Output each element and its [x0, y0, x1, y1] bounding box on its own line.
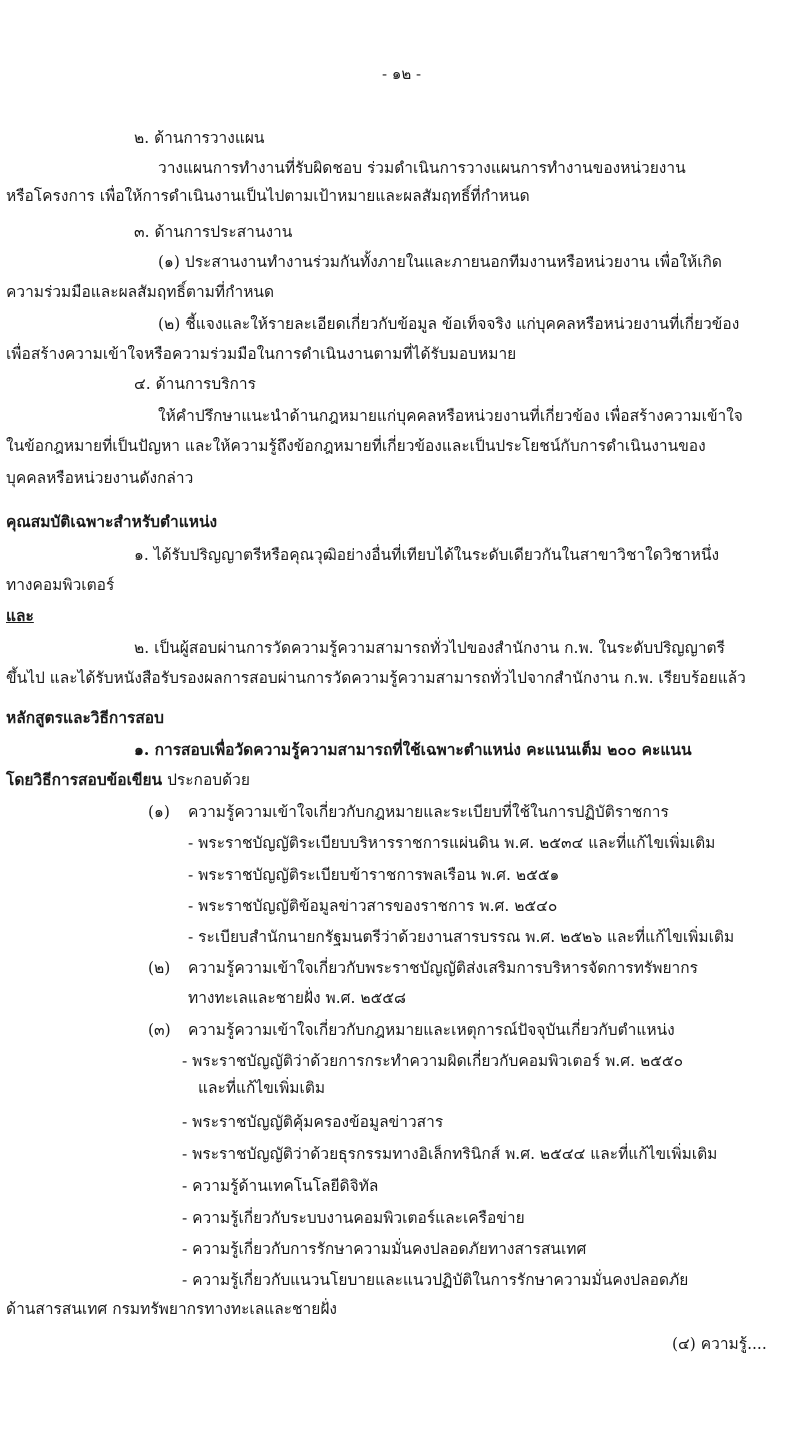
- sub2-text-line1: ความรู้ความเข้าใจเกี่ยวกับพระราชบัญญัติส่งเสริมการบริหารจัดการทรัพยากร: [188, 959, 698, 977]
- qualification-item1-line2: ทางคอมพิวเตอร์: [6, 576, 115, 594]
- service-text-line1: ให้คำปรึกษาแนะนำด้านกฎหมายแก่บุคคลหรือหน่วยงานที่เกี่ยวข้อง เพื่อสร้างความเข้าใจ: [158, 407, 743, 425]
- sub1-text: ความรู้ความเข้าใจเกี่ยวกับกฎหมายและระเบียบที่ใช้ในการปฏิบัติราชการ: [188, 803, 669, 821]
- coordination-item1-line1: (๑) ประสานงานทำงานร่วมกันทั้งภายในและภายนอกทีมงานหรือหน่วยงาน เพื่อให้เกิด: [158, 253, 722, 271]
- sub3-list-item-cont: และที่แก้ไขเพิ่มเติม: [198, 1079, 326, 1097]
- continuation-note: (๔) ความรู้....: [672, 1335, 767, 1353]
- service-heading: ๔. ด้านการบริการ: [134, 375, 256, 393]
- sub3-list-item: - พระราชบัญญัติคุ้มครองข้อมูลข่าวสาร: [182, 1113, 444, 1131]
- sub3-list-item: - ความรู้เกี่ยวกับระบบงานคอมพิวเตอร์และเครือข่าย: [182, 1209, 525, 1227]
- sub2-number: (๒): [148, 959, 171, 977]
- sub3-list-item: - พระราชบัญญัติว่าด้วยการกระทำความผิดเกี่ยวกับคอมพิวเตอร์ พ.ศ. ๒๕๕๐: [182, 1052, 684, 1070]
- exam-heading: หลักสูตรและวิธีการสอบ: [6, 708, 164, 727]
- service-text-line3: บุคคลหรือหน่วยงานดังกล่าว: [6, 469, 194, 487]
- planning-text-line1: วางแผนการทำงานที่รับผิดชอบ ร่วมดำเนินการวางแผนการทำงานของหน่วยงาน: [158, 159, 686, 177]
- exam-method-rest: ประกอบด้วย: [162, 771, 250, 789]
- and-label: และ: [6, 606, 34, 625]
- exam-part1-line2: [6, 768, 250, 792]
- sub2-text-line2: ทางทะเลและชายฝั่ง พ.ศ. ๒๕๕๘: [188, 989, 406, 1007]
- qualification-item1-line1: ๑. ได้รับปริญญาตรีหรือคุณวุฒิอย่างอื่นที่เทียบได้ในระดับเดียวกันในสาขาวิชาใดวิชาหนึ่ง: [134, 546, 720, 564]
- qualification-item2-line1: ๒. เป็นผู้สอบผ่านการวัดความรู้ความสามารถทั่วไปของสำนักงาน ก.พ. ในระดับปริญญาตรี: [134, 639, 725, 657]
- sub3-list-item: - ความรู้เกี่ยวกับการรักษาความมั่นคงปลอดภัยทางสารสนเทศ: [182, 1240, 587, 1258]
- coordination-item1-line2: ความร่วมมือและผลสัมฤทธิ์ตามที่กำหนด: [6, 283, 275, 301]
- sub1-list-item: - พระราชบัญญัติระเบียบข้าราชการพลเรือน พ.ศ. ๒๕๕๑: [188, 866, 560, 884]
- planning-text-line2: หรือโครงการ เพื่อให้การดำเนินงานเป็นไปตามเป้าหมายและผลสัมฤทธิ์ที่กำหนด: [6, 187, 530, 205]
- coordination-heading: ๓. ด้านการประสานงาน: [134, 223, 293, 241]
- qualifications-heading: คุณสมบัติเฉพาะสำหรับตำแหน่ง: [6, 512, 218, 531]
- exam-method-label: โดยวิธีการสอบข้อเขียน: [6, 770, 163, 789]
- sub3-list-item: - พระราชบัญญัติว่าด้วยธุรกรรมทางอิเล็กทรินิกส์ พ.ศ. ๒๕๔๔ และที่แก้ไขเพิ่มเติม: [182, 1145, 718, 1163]
- sub3-number: (๓): [148, 1021, 171, 1039]
- planning-heading: ๒. ด้านการวางแผน: [134, 129, 265, 147]
- sub3-list-item: - ความรู้ด้านเทคโนโลยีดิจิทัล: [182, 1177, 379, 1195]
- sub1-list-item: - พระราชบัญญัติข้อมูลข่าวสารของราชการ พ.ศ. ๒๕๔๐: [188, 897, 558, 915]
- coordination-item2-line1: (๒) ชี้แจงและให้รายละเอียดเกี่ยวกับข้อมูล ข้อเท็จจริง แก่บุคคลหรือหน่วยงานที่เกี่ยวข้อง: [158, 315, 740, 333]
- coordination-item2-line2: เพื่อสร้างความเข้าใจหรือความร่วมมือในการดำเนินงานตามที่ได้รับมอบหมาย: [6, 345, 517, 363]
- sub1-list-item: - ระเบียบสำนักนายกรัฐมนตรีว่าด้วยงานสารบรรณ พ.ศ. ๒๕๒๖ และที่แก้ไขเพิ่มเติม: [188, 928, 735, 946]
- service-text-line2: ในข้อกฎหมายที่เป็นปัญหา และให้ความรู้ถึงข้อกฎหมายที่เกี่ยวข้องและเป็นประโยชน์กับการดำเนินงานของ: [6, 437, 706, 455]
- sub3-list-item-last-line1: - ความรู้เกี่ยวกับแนวนโยบายและแนวปฏิบัติในการรักษาความมั่นคงปลอดภัย: [182, 1271, 689, 1289]
- sub1-number: (๑): [148, 803, 170, 821]
- sub3-list-item-last-line2: ด้านสารสนเทศ กรมทรัพยากรทางทะเลและชายฝั่ง: [6, 1300, 337, 1318]
- page-number: - ๑๒ -: [382, 65, 422, 83]
- sub3-text: ความรู้ความเข้าใจเกี่ยวกับกฎหมายและเหตุการณ์ปัจจุบันเกี่ยวกับตำแหน่ง: [188, 1021, 675, 1039]
- exam-part1-line1: ๑. การสอบเพื่อวัดความรู้ความสามารถที่ใช้เฉพาะตำแหน่ง คะแนนเต็ม ๒๐๐ คะแนน: [134, 740, 692, 759]
- qualification-item2-line2: ขึ้นไป และได้รับหนังสือรับรองผลการสอบผ่านการวัดความรู้ความสามารถทั่วไปจากสำนักงาน ก.พ. เรียบร้อยแล้ว: [6, 669, 746, 687]
- sub1-list-item: - พระราชบัญญัติระเบียบบริหารราชการแผ่นดิน พ.ศ. ๒๕๓๔ และที่แก้ไขเพิ่มเติม: [188, 834, 716, 852]
